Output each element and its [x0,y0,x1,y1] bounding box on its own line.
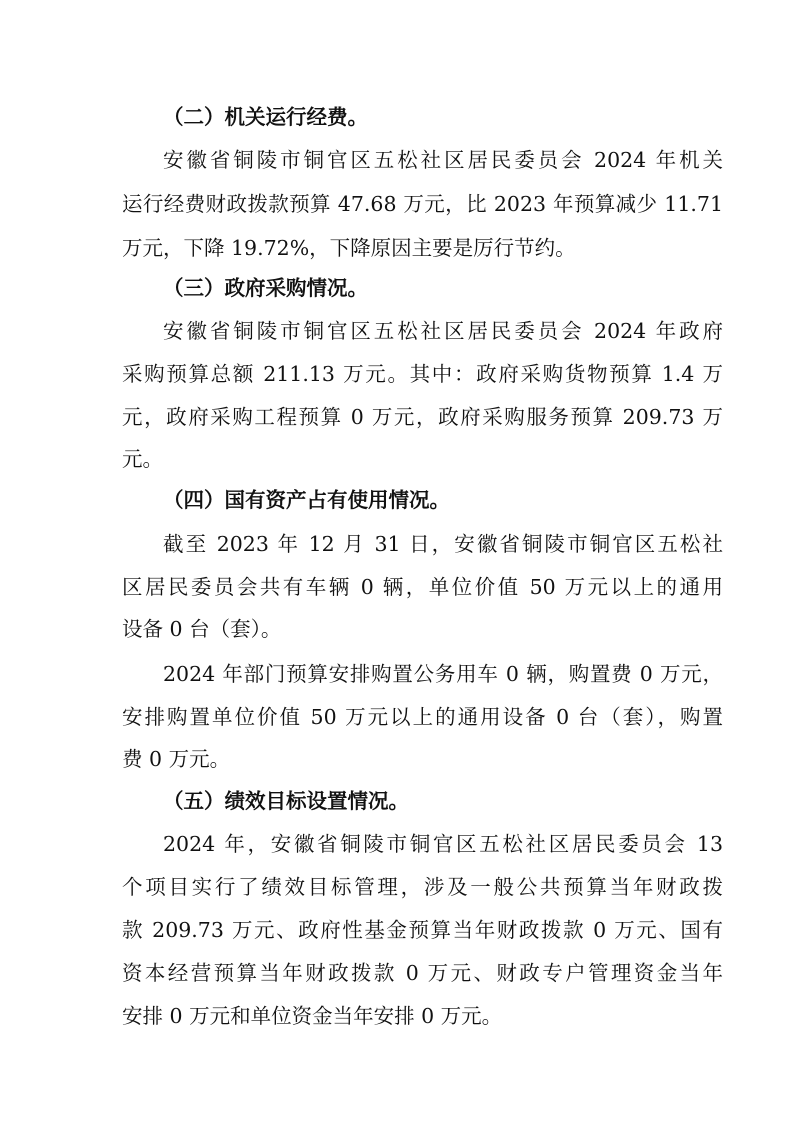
section-heading-3: （三）政府采购情况。 [163,276,368,300]
paragraph-line: 采购预算总额 211.13 万元。其中：政府采购货物预算 1.4 万 [122,362,723,386]
paragraph-line: 区居民委员会共有车辆 0 辆，单位价值 50 万元以上的通用 [122,575,723,599]
paragraph-line: 安徽省铜陵市铜官区五松社区居民委员会 2024 年政府 [163,319,723,343]
paragraph-line: 安徽省铜陵市铜官区五松社区居民委员会 2024 年机关 [163,148,723,172]
paragraph-line: 个项目实行了绩效目标管理，涉及一般公共预算当年财政拨 [122,875,723,899]
paragraph-line: 安排购置单位价值 50 万元以上的通用设备 0 台（套），购置 [122,705,723,729]
paragraph-line: 2024 年，安徽省铜陵市铜官区五松社区居民委员会 13 [163,832,723,856]
section-heading-5: （五）绩效目标设置情况。 [163,789,409,813]
paragraph-line: 运行经费财政拨款预算 47.68 万元，比 2023 年预算减少 11.71 [122,192,723,216]
paragraph-line: 万元，下降 19.72%，下降原因主要是厉行节约。 [122,236,576,260]
paragraph-line: 款 209.73 万元、政府性基金预算当年财政拨款 0 万元、国有 [122,918,723,942]
paragraph-line: 2024 年部门预算安排购置公务用车 0 辆，购置费 0 万元， [163,662,723,686]
paragraph-line: 元。 [122,447,163,471]
paragraph-line: 安排 0 万元和单位资金当年安排 0 万元。 [122,1004,503,1028]
section-heading-2: （二）机关运行经费。 [163,105,368,129]
paragraph-line: 元，政府采购工程预算 0 万元，政府采购服务预算 209.73 万 [122,405,723,429]
paragraph-line: 设备 0 台（套）。 [122,617,282,641]
paragraph-line: 截至 2023 年 12 月 31 日，安徽省铜陵市铜官区五松社 [163,532,723,556]
paragraph-line: 资本经营预算当年财政拨款 0 万元、财政专户管理资金当年 [122,961,723,985]
paragraph-line: 费 0 万元。 [122,747,231,771]
section-heading-4: （四）国有资产占有使用情况。 [163,488,450,512]
